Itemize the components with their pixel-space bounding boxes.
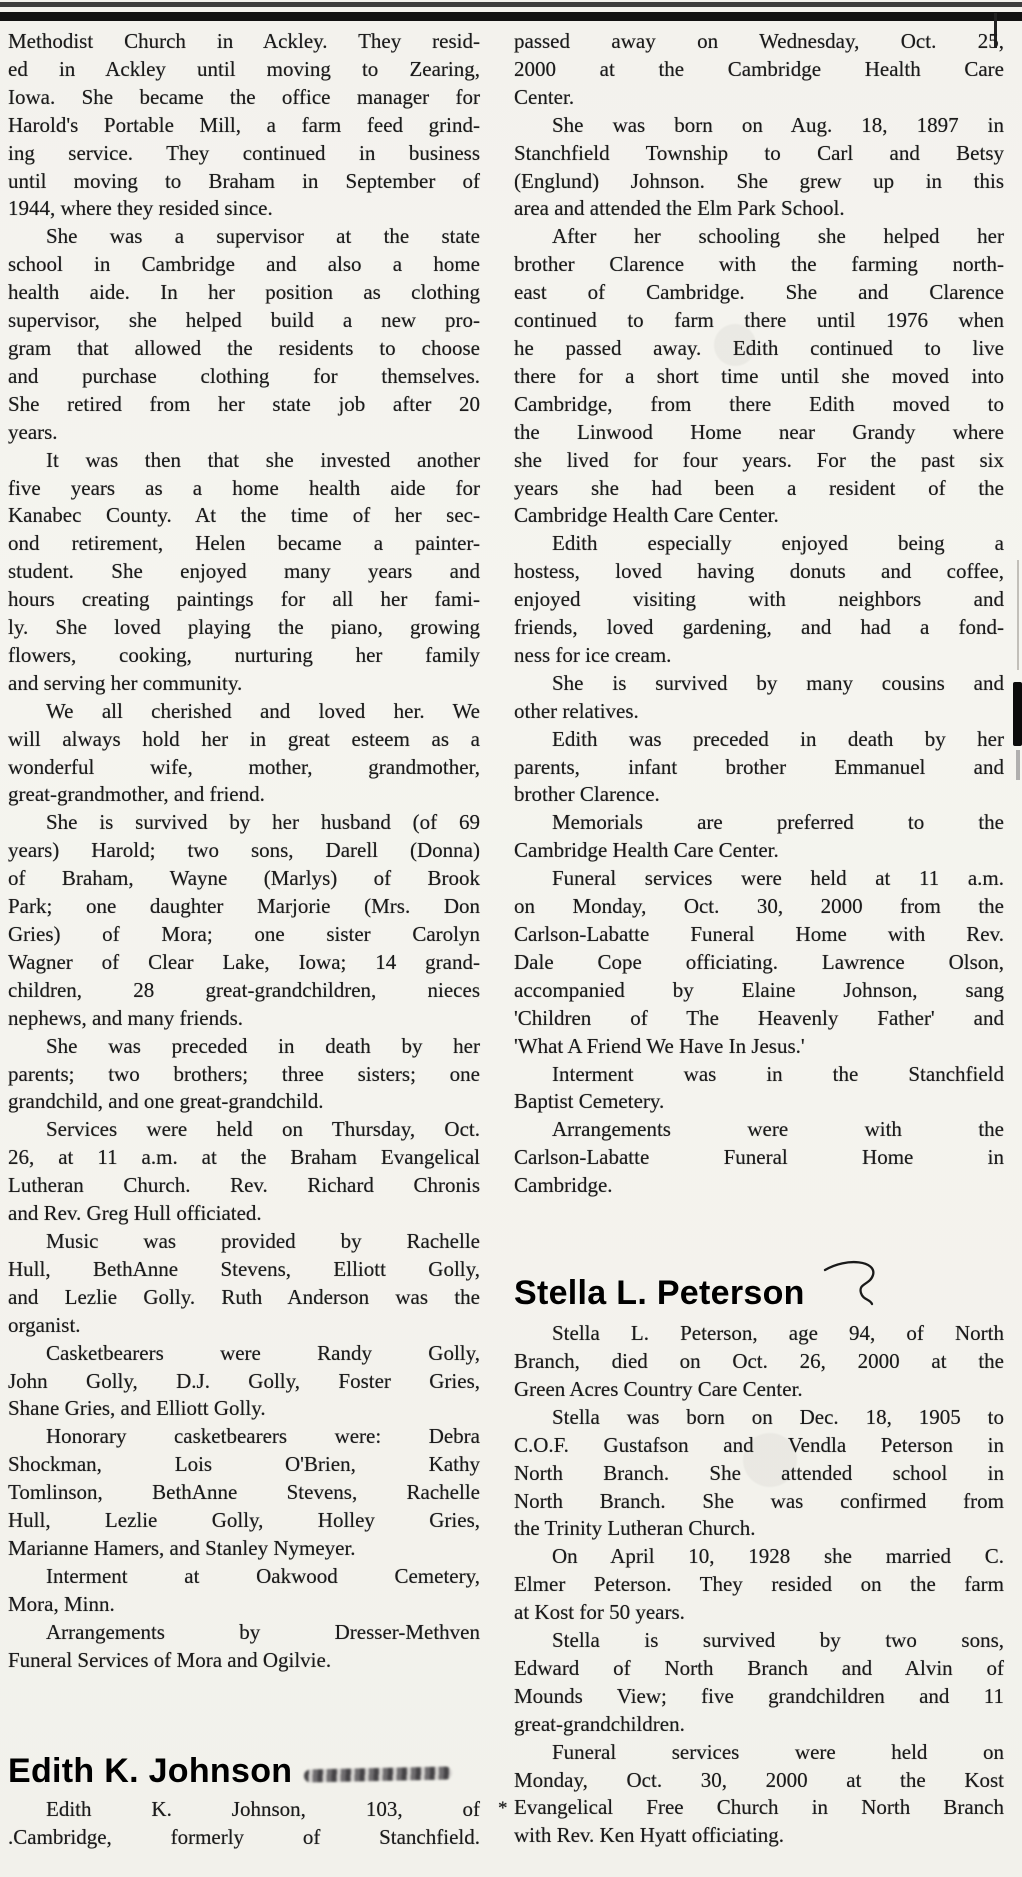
text-line: ness for ice cream. <box>514 642 672 667</box>
obituary-heading-edith-k-johnson <box>8 1752 480 1790</box>
text-line: Hull, BethAnne Stevens, Elliott Golly, <box>8 1256 480 1281</box>
pen-smudge-mark <box>304 1767 452 1783</box>
right-edge-scan-line <box>1017 560 1019 670</box>
text-line: She is survived by her husband (of 69 <box>46 810 480 835</box>
text-line: supervisor, she helped build a new pro- <box>8 308 480 333</box>
text-line: wonderful wife, mother, grandmother, <box>8 754 480 779</box>
text-line: Stella L. Peterson, age 94, of North <box>552 1321 1004 1346</box>
text-line: Center. <box>514 84 575 109</box>
text-line: Cambridge, from there Edith moved to <box>514 391 1004 416</box>
text-line: Mora, Minn. <box>8 1591 115 1616</box>
text-line: Funeral services were held at 11 a.m. <box>552 866 1004 891</box>
text-line: children, 28 great-grandchildren, nieces <box>8 977 480 1002</box>
text-line: other relatives. <box>514 698 639 723</box>
text-line: Gries) of Mora; one sister Carolyn <box>8 922 480 946</box>
text-line: Kanabec County. At the time of her sec- <box>8 503 480 528</box>
text-line: there for a short time until she moved into <box>514 363 1004 388</box>
text-line: until moving to Braham in September of <box>8 168 480 193</box>
text-line: Monday, Oct. 30, 2000 at the Kost <box>514 1767 1004 1792</box>
text-line: Shane Gries, and Elliott Golly. <box>8 1396 266 1421</box>
text-line: he passed away. Edith continued to live <box>514 335 1004 360</box>
text-line: the Trinity Lutheran Church. <box>514 1516 756 1541</box>
text-line: Honorary casketbearers were: Debra <box>46 1424 480 1449</box>
text-line: great-grandmother, and friend. <box>8 782 265 807</box>
text-line: Baptist Cemetery. <box>514 1089 665 1114</box>
text-line: Music was provided by Rachelle <box>46 1228 480 1253</box>
text-line: ond retirement, Helen became a painter- <box>8 531 480 556</box>
text-line: student. She enjoyed many years and <box>8 559 480 584</box>
text-line: passed away on Wednesday, Oct. 25, <box>514 29 1004 53</box>
text-line: North Branch. She attended school in <box>514 1460 1004 1485</box>
text-line: We all cherished and loved her. We <box>46 698 480 723</box>
text-line: years she had been a resident of the <box>514 475 1004 500</box>
text-line: Funeral Services of Mora and Ogilvie. <box>8 1647 332 1672</box>
text-line: great-grandchildren. <box>514 1711 685 1736</box>
text-line: continued to farm there until 1976 when <box>514 308 1004 333</box>
text-line: Dale Cope officiating. Lawrence Olson, <box>514 949 1004 974</box>
text-line: and Rev. Greg Hull officiated. <box>8 1201 262 1226</box>
text-line: 'Children of The Heavenly Father' and <box>514 1005 1004 1030</box>
text-line: Hull, Lezlie Golly, Holley Gries, <box>8 1508 480 1533</box>
text-line: east of Cambridge. She and Clarence <box>514 280 1004 305</box>
text-line: years) Harold; two sons, Darell (Donna) <box>8 838 480 863</box>
text-line: of Braham, Wayne (Marlys) of Brook <box>8 866 480 891</box>
text-line: Wagner of Clear Lake, Iowa; 14 grand- <box>8 949 480 974</box>
text-line: * Evangelical Free Church in North Branch <box>514 1794 1004 1822</box>
right-column <box>498 28 1004 1850</box>
text-line: She is survived by many cousins and <box>552 670 1004 695</box>
obituary-heading-stella-l-peterson <box>514 1260 1004 1316</box>
text-line: ed in Ackley until moving to Zearing, <box>8 56 480 81</box>
text-line: 26, at 11 a.m. at the Braham Evangelical <box>8 1145 480 1170</box>
text-line: with Rev. Ken Hyatt officiating. <box>514 1823 785 1848</box>
text-line: Marianne Hamers, and Stanley Nymeyer. <box>8 1535 356 1560</box>
left-column <box>8 28 480 1852</box>
text-line: Tomlinson, BethAnne Stevens, Rachelle <box>8 1480 480 1505</box>
text-line: Memorials are preferred to the <box>552 810 1004 835</box>
text-line: at Kost for 50 years. <box>514 1600 685 1625</box>
text-line: 'What A Friend We Have In Jesus.' <box>514 1033 805 1058</box>
text-line: and purchase clothing for themselves. <box>8 363 480 388</box>
text-line: Interment was in the Stanchfield <box>552 1061 1004 1086</box>
text-line: organist. <box>8 1312 81 1337</box>
obituary-name-text: Edith K. Johnson <box>8 1752 293 1791</box>
text-line: hostess, loved having donuts and coffee, <box>514 559 1004 584</box>
text-line: 2000 at the Cambridge Health Care <box>514 56 1004 81</box>
text-line: parents; two brothers; three sisters; one <box>8 1061 480 1086</box>
text-line: .Cambridge, formerly of Stanchfield. <box>8 1825 480 1850</box>
text-line: flowers, cooking, nurturing her family <box>8 642 480 667</box>
text-line: 1944, where they resided since. <box>8 196 273 221</box>
text-line: ly. She loved playing the piano, growing <box>8 615 480 640</box>
text-line: Park; one daughter Marjorie (Mrs. Don <box>8 894 480 919</box>
text-line: and serving her community. <box>8 670 243 695</box>
text-line: Stella was born on Dec. 18, 1905 to <box>552 1404 1004 1429</box>
text-line: Cambridge. <box>514 1173 613 1198</box>
right-edge-ink-smudge <box>1016 750 1020 780</box>
top-border-rule-thick <box>0 12 1022 21</box>
text-line: Carlson-Labatte Funeral Home in <box>514 1145 1004 1170</box>
text-line: enjoyed visiting with neighbors and <box>514 587 1004 612</box>
text-line: Edward of North Branch and Alvin of <box>514 1655 1004 1680</box>
text-line: (Englund) Johnson. She grew up in this <box>514 168 1004 193</box>
right-edge-ink-bar <box>1013 682 1022 746</box>
text-line: on Monday, Oct. 30, 2000 from the <box>514 894 1004 919</box>
text-line: North Branch. She was confirmed from <box>514 1488 1004 1513</box>
text-line: Mounds View; five grandchildren and 11 <box>514 1683 1004 1708</box>
text-line: Services were held on Thursday, Oct. <box>46 1117 480 1142</box>
text-line: Casketbearers were Randy Golly, <box>46 1340 480 1365</box>
text-line: grandchild, and one great-grandchild. <box>8 1089 324 1114</box>
text-line: She was born on Aug. 18, 1897 in <box>552 112 1004 137</box>
text-line: Edith was preceded in death by her <box>552 726 1004 751</box>
text-line: gram that allowed the residents to choose <box>8 335 480 360</box>
text-line: Green Acres Country Care Center. <box>514 1376 803 1401</box>
obituary-name-text: Stella L. Peterson <box>514 1274 805 1313</box>
text-line: school in Cambridge and also a home <box>8 252 480 277</box>
text-line: Arrangements by Dresser-Methven <box>46 1619 480 1644</box>
text-line: she lived for four years. For the past six <box>514 447 1004 472</box>
text-line: John Golly, D.J. Golly, Foster Gries, <box>8 1368 480 1393</box>
text-line: On April 10, 1928 she married C. <box>552 1544 1004 1569</box>
text-line: Edith K. Johnson, 103, of <box>46 1797 480 1822</box>
text-line: Methodist Church in Ackley. They resid- <box>8 29 480 53</box>
text-line: Edith especially enjoyed being a <box>552 531 1004 556</box>
text-line: Branch, died on Oct. 26, 2000 at the <box>514 1348 1004 1373</box>
text-line: nephews, and many friends. <box>8 1005 244 1030</box>
text-line: brother Clarence with the farming north- <box>514 252 1004 277</box>
text-line: and Lezlie Golly. Ruth Anderson was the <box>8 1284 480 1309</box>
text-line: friends, loved gardening, and had a fond- <box>514 615 1004 640</box>
text-line: parents, infant brother Emmanuel and <box>514 754 1004 779</box>
text-line: ing service. They continued in business <box>8 140 480 165</box>
text-line: After her schooling she helped her <box>552 224 1004 249</box>
text-line: Funeral services were held on <box>552 1739 1004 1764</box>
text-line: health aide. In her position as clothing <box>8 280 480 305</box>
text-line: area and attended the Elm Park School. <box>514 196 845 221</box>
text-line: It was then that she invested another <box>46 447 480 472</box>
text-line: Carlson-Labatte Funeral Home with Rev. <box>514 922 1004 946</box>
text-line: the Linwood Home near Grandy where <box>514 419 1004 444</box>
text-line: Stanchfield Township to Carl and Betsy <box>514 140 1004 165</box>
text-line: will always hold her in great esteem as a <box>8 726 480 751</box>
text-line: Cambridge Health Care Center. <box>514 838 779 863</box>
text-line: Elmer Peterson. They resided on the farm <box>514 1572 1004 1597</box>
text-line: Harold's Portable Mill, a farm feed grind- <box>8 112 480 137</box>
text-line: Arrangements were with the <box>552 1117 1004 1142</box>
text-line: brother Clarence. <box>514 782 660 807</box>
text-line: Interment at Oakwood Cemetery, <box>46 1563 480 1588</box>
text-line: She was preceded in death by her <box>46 1033 480 1058</box>
text-line: C.O.F. Gustafson and Vendla Peterson in <box>514 1432 1004 1457</box>
text-line: Shockman, Lois O'Brien, Kathy <box>8 1452 480 1477</box>
text-line: years. <box>8 419 58 444</box>
text-line: Stella is survived by two sons, <box>552 1628 1004 1653</box>
top-border-rule-thin <box>0 2 1022 7</box>
text-line: five years as a home health aide for <box>8 475 480 500</box>
text-line: hours creating paintings for all her fami- <box>8 587 480 612</box>
text-line: accompanied by Elaine Johnson, sang <box>514 977 1004 1002</box>
text-line: She was a supervisor at the state <box>46 224 480 249</box>
text-line: Iowa. She became the office manager for <box>8 84 480 109</box>
pen-squiggle-mark <box>821 1260 883 1316</box>
text-line: She retired from her state job after 20 <box>8 391 480 416</box>
text-line: Cambridge Health Care Center. <box>514 503 779 528</box>
text-line: Lutheran Church. Rev. Richard Chronis <box>8 1173 480 1198</box>
asterisk-mark: * <box>498 1798 508 1820</box>
